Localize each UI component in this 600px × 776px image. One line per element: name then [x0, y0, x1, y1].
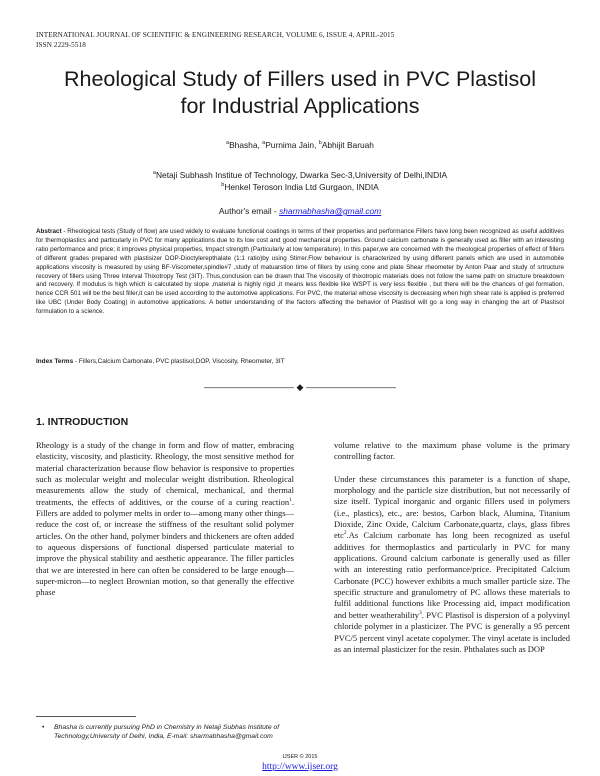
email-label: Author's email -: [218, 206, 280, 216]
issn-line: ISSN 2229-5518: [36, 41, 86, 49]
title-line-2: for Industrial Applications: [180, 94, 420, 118]
paragraph: [36, 440, 294, 599]
footnote-text: Bhasha is currently pursuing PhD in Chemistry in Netaji Subhas Institute of Technology,University of Delhi, India, E-mail: sharmabhasha@gmail.com: [54, 724, 280, 740]
footer-url: [0, 762, 600, 772]
abstract: [36, 228, 564, 317]
author-3: Abhijit Baruah: [321, 140, 374, 150]
footer-link[interactable]: http://www.ijser.org: [262, 762, 338, 772]
index-terms-text: - Fillers,Calcium Carbonate, PVC plastisol,DOP, Viscosity, Rheometer, 3IT: [73, 358, 285, 365]
paper-title: [20, 66, 580, 120]
affiliation-a: [0, 170, 600, 180]
paragraph-text: Under these circumstances this parameter is a function of shape, morphology and the particle size distribution, but not necessarily of size itself. Typical inorganic and organic fillers used in polymers (i.e., plastics), etc., are: bestos, Carbon black, Alumina, Titanium Dioxide, Zinc Oxide, Calcium Carbonate,quartz, clays, glass fibres etc: [334, 473, 570, 541]
footer-copyright: IJSER © 2015: [282, 754, 318, 760]
affiliation-b-sup: b: [221, 182, 225, 189]
index-terms: [36, 358, 564, 365]
email-link[interactable]: sharmabhasha@gmail.com: [279, 206, 382, 216]
author-1: Bhasha,: [229, 140, 263, 150]
paragraph-text: . Fillers are added to polymer melts in order to—among many other things— reduce the cost of, or increase the stiffness of the resultant solid polymer articles. On the other hand, polymer binders and thickeners are often added to aqueous dispersions of functional dispersed particulate material to improve the physical stability and aesthetic appearance. The filler particles that we are interested in here can often be considered to be large enough—super-micron—to neglect Brownian motion, so that generally the effective phase: [36, 496, 294, 598]
affiliation-b: [0, 182, 600, 192]
affiliation-a-sup: a: [152, 170, 156, 177]
author-1-sup: a: [226, 140, 230, 147]
affiliation-b-text: Henkel Teroson India Ltd Gurgaon, INDIA: [224, 182, 379, 192]
index-terms-label: Index Terms: [36, 358, 74, 365]
left-column: [36, 440, 294, 702]
author-3-sup: b: [318, 140, 322, 147]
paragraph-text: Rheology is a study of the change in form and flow of matter, embracing elasticity, viscosity, and plasticity. Rheology, the most sensitive method for material characterization because flow behavior is responsive to properties such as molecular weight and molecular weight distribution. Rheological measurements allow the study of chemical, mechanical, and thermal treatments, the effects of additives, or the course of a curing reaction: [36, 440, 294, 507]
right-column: [334, 440, 570, 770]
journal-line: INTERNATIONAL JOURNAL OF SCIENTIFIC & ENGINEERING RESEARCH, VOLUME 6, ISSUE 4, APRIL-2015: [36, 31, 395, 39]
author-2: Purnima Jain,: [265, 140, 319, 150]
affiliation-a-text: Netaji Subhash Institue of Technology, Dwarka Sec-3,University of Delhi,INDIA: [155, 170, 448, 180]
section-heading: 1. INTRODUCTION: [36, 416, 129, 428]
abstract-label: Abstract: [36, 228, 62, 235]
author-2-sup: a: [262, 140, 266, 147]
citation-sup: 1: [289, 496, 292, 503]
author-list: [0, 140, 600, 150]
citation-sup: 3: [419, 609, 422, 616]
footnote-divider: [36, 716, 136, 717]
section-separator: —————————— ◆ ——————————: [204, 382, 396, 392]
paragraph: volume relative to the maximum phase volume is the primary controlling factor.: [334, 440, 570, 462]
paragraph-text: . PVC Plastisol is dispersion of a polyvinyl chloride polymer in a plasticizer. The PVC is generally a 95 percent PVC/5 percent vinyl acetate copolymer. The vinyl acetate is included as an internal plasticizer for the resin. Phthalates such as DOP: [334, 609, 570, 654]
journal-header: [36, 30, 394, 50]
author-email-line: [0, 206, 600, 216]
bullet-icon: •: [42, 724, 45, 731]
abstract-text: - Rheological tests (Study of flow) are used widely to evaluate functional coatings in terms of their properties and performance Fillers have long been recognized as useful additives for thermoplastics and particularly in PVC for many applications due to its low cost and good mechanical properties. Ground calcium carbonate is generally used as filler with an interesting ratio performance and price; it improves physical properties, Impact strength (Particularly at low temperature). In this paper,we are concerned with the rheological properties of effect of fillers of different grades prepared with plastisizer DOP-Dioctylerepthalate (1:1 ratio)by using Stirrer.Flow behaviour is characterized by using different panels which are used in automobile applications viscosity is measured by using BF-Viscometer,spindle#7 ,study of matuarstion time of fillers by using cone and plate Shear rheometer by Anton Paar and study of srtructure recovery of fillers using Three Interval Thixotropy Test (3IT). Thus,conclusion can be drawn that The viscosity of thixotropic materials does not follow the same path on structure breakdown and recovery. If modulus is high which is calculated by slope ,material is highly rigid ,it means less flexible like WSPT is very less flexible , but there will be the chances of gel formation, hence CCR 501 will be the best filler,it can be used according to the automotive applications. For PVC, the material whose viscosity is decreasing when high shear rate is applied is preferred like UBC (Under Body Coating) in automotive applications. A better understanding of the factors affecting the behavior of Plastisol will go a long way in changing the art of Plastisol formulation to a science.: [36, 228, 564, 316]
paragraph-text: .As Calcium carbonate has long been recognized as useful additives for thermoplastics and particularly in PVC for many applications. Ground calcium carbonate is generally used as filler with an interesting ratio performance/price. Precipitated Calcium Carbonate (PCC) however exhibits a much smaller particle size. The specific structure and granulometry of PC allows these materials to fulfil additional functions like Processing aid, impact modification and better weatherability: [334, 530, 570, 620]
paragraph: [334, 474, 570, 656]
title-line-1: Rheological Study of Fillers used in PVC Plastisol: [63, 67, 537, 91]
author-footnote: [42, 723, 290, 741]
citation-sup: 2: [343, 530, 347, 537]
